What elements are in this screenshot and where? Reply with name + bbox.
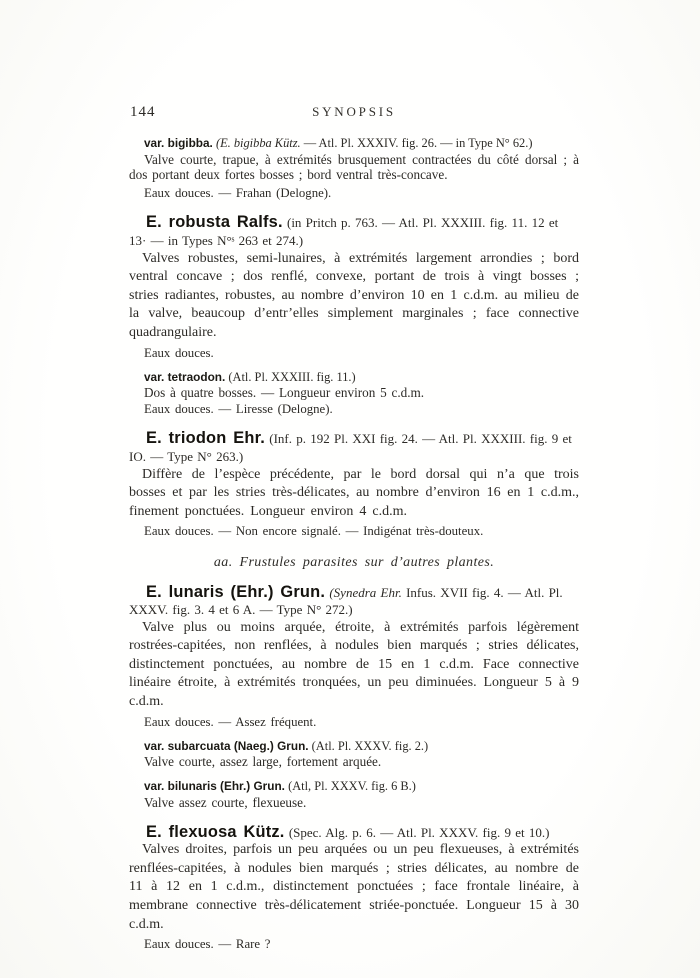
species-heading-lunaris bbox=[129, 584, 579, 619]
habitat-note-bigibba: Eaux douces. — Frahan (Delogne). bbox=[144, 186, 332, 201]
page-header bbox=[129, 104, 579, 123]
variety-description-bilunaris: Valve assez courte, flexueuse. bbox=[144, 794, 307, 810]
variety-citation-italic: (E. bigibba Kütz. bbox=[215, 136, 301, 150]
species-name: E. lunaris (Ehr.) Grun. bbox=[146, 582, 326, 601]
habitat-note-tetraodon: Eaux douces. — Liresse (Delogne). bbox=[144, 402, 333, 417]
variety-name: var. bigibba. bbox=[144, 136, 213, 150]
variety-description-tetraodon: Dos à quatre bosses. — Longueur environ 5 c.d.m. bbox=[144, 385, 425, 401]
variety-description-bigibba: Valve courte, trapue, à extrémités brusquement contractées du côté dorsal ; à dos portant deux fortes bosses ; bord ventral très-concave. bbox=[129, 151, 579, 183]
habitat-note-robusta: Eaux douces. bbox=[144, 345, 214, 360]
variety-citation: — Atl. Pl. XXXIV. fig. 26. — in Type N° 62.) bbox=[300, 136, 533, 150]
habitat-note-flexuosa: Eaux douces. — Rare ? bbox=[144, 937, 271, 952]
variety-name: var. bilunaris (Ehr.) Grun. bbox=[144, 779, 285, 794]
species-description-robusta: Valves robustes, semi-lunaires, à extrémités largement arrondies ; bord ventral concave ; dos renflé, convexe, portant de trois à vingt bosses ; stries radiantes, robustes, au nombre d’environ 10 en 1 c.d.m. au milieu de la valve, beaucoup d’entr’elles simplement marginales ; face connective quadrangulaire. bbox=[129, 250, 579, 340]
variety-citation: (Atl. Pl. XXXIII. fig. 11.) bbox=[228, 369, 356, 384]
habitat-note-lunaris: Eaux douces. — Assez fréquent. bbox=[144, 714, 317, 729]
variety-citation: (Atl. Pl. XXXV. fig. 2.) bbox=[311, 738, 429, 753]
variety-heading-bigibba bbox=[129, 136, 579, 152]
variety-description-subarcuata: Valve courte, assez large, fortement arquée. bbox=[144, 754, 382, 770]
variety-heading-tetraodon bbox=[129, 370, 579, 386]
species-description-flexuosa: Valves droites, parfois un peu arquées ou un peu flexueuses, à extrémités renflées-capitées, à nodules bien marqués ; stries délicates, au nombre de 11 à 12 en 1 c.d.m., distinctement ponctuées ; face frontale linéaire, à membrane connective très-délicatement striée-ponctuée. Longueur 15 à 30 c.d.m. bbox=[129, 842, 579, 932]
variety-name: var. subarcuata (Naeg.) Grun. bbox=[144, 738, 309, 753]
species-citation: (in Pritch p. 763. — Atl. Pl. XXXIII. fig. 11. 12 et 13· — in Types N°ˢ 263 et 274.) bbox=[129, 215, 559, 248]
species-heading-triodon bbox=[129, 430, 579, 465]
section-divider: aa. Frustules parasites sur d’autres plantes. bbox=[213, 554, 495, 570]
species-heading-flexuosa bbox=[129, 824, 579, 842]
species-name: E. flexuosa Kütz. bbox=[146, 822, 285, 841]
species-citation: (Spec. Alg. p. 6. — Atl. Pl. XXXV. fig. 9 et 10.) bbox=[288, 824, 550, 840]
species-description-lunaris: Valve plus ou moins arquée, étroite, à extrémités parfois légèrement rostrées-capitées, non renflées, à nodules bien marqués ; stries délicates, distinctement ponctuées, au nombre de 15 en 1 c.d.m. Face connective linéaire étroite, à extrémités tronquées, un peu diminuées. Longueur 5 à 9 c.d.m. bbox=[129, 619, 579, 710]
species-citation: Infus. XVII fig. 4. — Atl. Pl. XXXV. fig. 3. 4 et 6 A. — Type N° 272.) bbox=[129, 584, 563, 618]
species-name: E. triodon Ehr. bbox=[146, 429, 266, 448]
variety-citation: (Atl, Pl. XXXV. fig. 6 B.) bbox=[288, 779, 416, 794]
page-number: 144 bbox=[130, 104, 156, 120]
habitat-note-triodon: Eaux douces. — Non encore signalé. — Indigénat très-douteux. bbox=[144, 524, 484, 539]
page-content bbox=[129, 104, 579, 952]
variety-heading-subarcuata bbox=[129, 739, 579, 755]
species-name: E. robusta Ralfs. bbox=[146, 213, 283, 232]
running-title: SYNOPSIS bbox=[312, 104, 396, 119]
species-heading-robusta bbox=[129, 214, 579, 249]
species-citation-italic: (Synedra Ehr. bbox=[329, 584, 402, 600]
variety-name: var. tetraodon. bbox=[144, 369, 226, 384]
variety-heading-bilunaris bbox=[129, 779, 579, 795]
species-citation: (Inf. p. 192 Pl. XXI fig. 24. — Atl. Pl. XXXIII. fig. 9 et IO. — Type N° 263.) bbox=[129, 431, 572, 464]
species-description-triodon: Diffère de l’espèce précédente, par le bord dorsal qui n’a que trois bosses et par les stries très-délicates, au nombre d’environ 16 en 1 c.d.m., finement ponctuées. Longueur environ 4 c.d.m. bbox=[129, 466, 579, 519]
